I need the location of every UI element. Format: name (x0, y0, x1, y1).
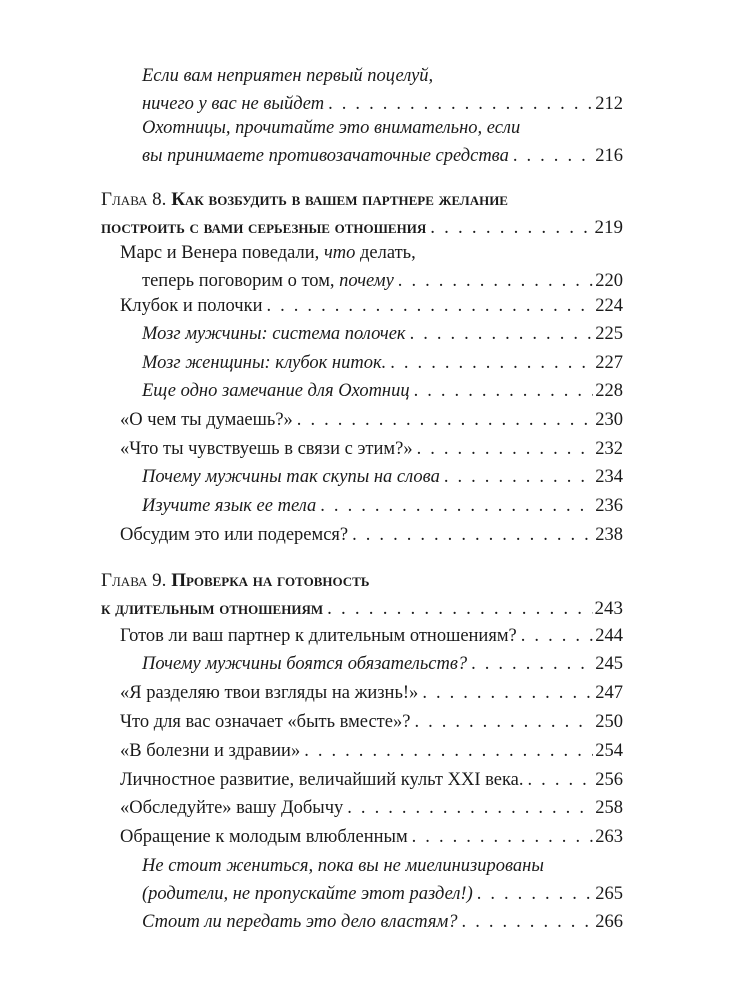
leader-dots (417, 435, 594, 463)
toc-entry[interactable] (120, 292, 623, 320)
page-number: 266 (595, 912, 623, 932)
page-number: 219 (594, 217, 623, 238)
leader-dots (266, 292, 593, 320)
entry-text: вы принимаете противозачаточные средства (142, 146, 509, 166)
leader-dots (430, 214, 592, 242)
entry-text: Личностное развитие, величайший культ XXI века. (120, 770, 524, 790)
leader-dots (398, 267, 593, 295)
leader-dots (521, 622, 593, 650)
page-number: 244 (595, 626, 623, 646)
entry-text: Не стоит жениться, пока вы не миелинизированы (142, 856, 544, 876)
page-number: 220 (595, 271, 623, 291)
page-number: 250 (595, 712, 623, 732)
toc-entry[interactable] (120, 622, 623, 650)
chapter-label: Глава 8. (101, 189, 167, 210)
leader-dots (327, 595, 592, 623)
page-number: 247 (595, 683, 623, 703)
entry-text: (родители, не пропускайте этот раздел!) (142, 884, 473, 904)
leader-dots (390, 349, 593, 377)
entry-text: Мозг мужчины: система полочек (142, 324, 406, 344)
leader-dots (352, 521, 593, 549)
toc-entry[interactable] (120, 794, 623, 822)
leader-dots (347, 794, 593, 822)
entry-text: ничего у вас не выйдет (142, 94, 325, 114)
toc-entry[interactable] (120, 435, 623, 463)
leader-dots (528, 766, 594, 794)
entry-text: «Обследуйте» вашу Добычу (120, 798, 344, 818)
page-number: 256 (595, 770, 623, 790)
toc-entry[interactable] (120, 823, 623, 851)
toc-entry[interactable] (120, 239, 623, 295)
leader-dots (422, 679, 593, 707)
entry-text: теперь поговорим о том, почему (142, 271, 394, 291)
entry-text: «О чем ты думаешь?» (120, 410, 293, 430)
toc-entry[interactable] (120, 737, 623, 765)
leader-dots (477, 880, 594, 908)
page-number: 254 (595, 741, 623, 761)
toc-entry[interactable] (142, 852, 623, 908)
entry-text: Еще одно замечание для Охотниц (142, 381, 410, 401)
leader-dots (462, 908, 594, 936)
page-number: 236 (595, 496, 623, 516)
chapter-label: Глава 9. (101, 570, 167, 591)
entry-text: Обсудим это или подеремся? (120, 525, 349, 545)
page-number: 258 (595, 798, 623, 818)
entry-text: Обращение к молодым влюбленным (120, 827, 408, 847)
entry-text: Охотницы, прочитайте это внимательно, если (142, 118, 521, 138)
toc-entry[interactable] (142, 908, 623, 936)
chapter-title: к длительным отношениям (101, 598, 324, 619)
page-number: 212 (595, 94, 623, 114)
page-number: 263 (595, 827, 623, 847)
entry-text: Стоит ли передать это дело властям? (142, 912, 458, 932)
chapter-heading[interactable] (101, 567, 623, 623)
leader-dots (414, 377, 594, 405)
page-number: 228 (595, 381, 623, 401)
entry-text: «В болезни и здравии» (120, 741, 301, 761)
toc-entry[interactable] (120, 708, 623, 736)
page-number: 234 (595, 467, 623, 487)
entry-text: Готов ли ваш партнер к длительным отношениям? (120, 626, 517, 646)
chapter-title: Проверка на готовность (171, 570, 370, 591)
leader-dots (414, 708, 593, 736)
leader-dots (320, 492, 593, 520)
page-number: 225 (595, 324, 623, 344)
toc-entry[interactable] (120, 679, 623, 707)
toc-entry[interactable] (120, 766, 623, 794)
entry-text: Почему мужчины так скупы на слова (142, 467, 440, 487)
entry-text: Марс и Венера поведали, что делать, (120, 243, 416, 263)
page-number: 227 (595, 353, 623, 373)
entry-text: Если вам неприятен первый поцелуй, (142, 66, 434, 86)
page-number: 232 (595, 439, 623, 459)
chapter-title: Как возбудить в вашем партнере желание (171, 189, 508, 210)
leader-dots (297, 406, 593, 434)
page-number: 265 (595, 884, 623, 904)
page-number: 230 (595, 410, 623, 430)
page-number: 224 (595, 296, 623, 316)
entry-text: «Я разделяю твои взгляды на жизнь!» (120, 683, 419, 703)
entry-text: Клубок и полочки (120, 296, 263, 316)
leader-dots (304, 737, 593, 765)
toc-entry[interactable] (142, 349, 623, 377)
page-number: 243 (594, 598, 623, 619)
toc-entry[interactable] (142, 62, 623, 118)
leader-dots (412, 823, 594, 851)
toc-entry[interactable] (142, 650, 623, 678)
toc-entry[interactable] (142, 492, 623, 520)
leader-dots (444, 463, 593, 491)
toc-entry[interactable] (120, 406, 623, 434)
entry-text: Мозг женщины: клубок ниток. (142, 353, 387, 373)
toc-entry[interactable] (142, 377, 623, 405)
toc-entry[interactable] (142, 320, 623, 348)
page-number: 245 (595, 654, 623, 674)
page-number: 238 (595, 525, 623, 545)
entry-text: Изучите язык ее тела (142, 496, 317, 516)
leader-dots (410, 320, 594, 348)
entry-text: Что для вас означает «быть вместе»? (120, 712, 411, 732)
entry-text: Почему мужчины боятся обязательств? (142, 654, 468, 674)
chapter-heading[interactable] (101, 186, 623, 242)
toc-entry[interactable] (142, 114, 623, 170)
toc-entry[interactable] (120, 521, 623, 549)
leader-dots (513, 142, 593, 170)
chapter-title: построить с вами серьезные отношения (101, 217, 427, 238)
leader-dots (471, 650, 593, 678)
toc-entry[interactable] (142, 463, 623, 491)
entry-text: «Что ты чувствуешь в связи с этим?» (120, 439, 413, 459)
page-number: 216 (595, 146, 623, 166)
